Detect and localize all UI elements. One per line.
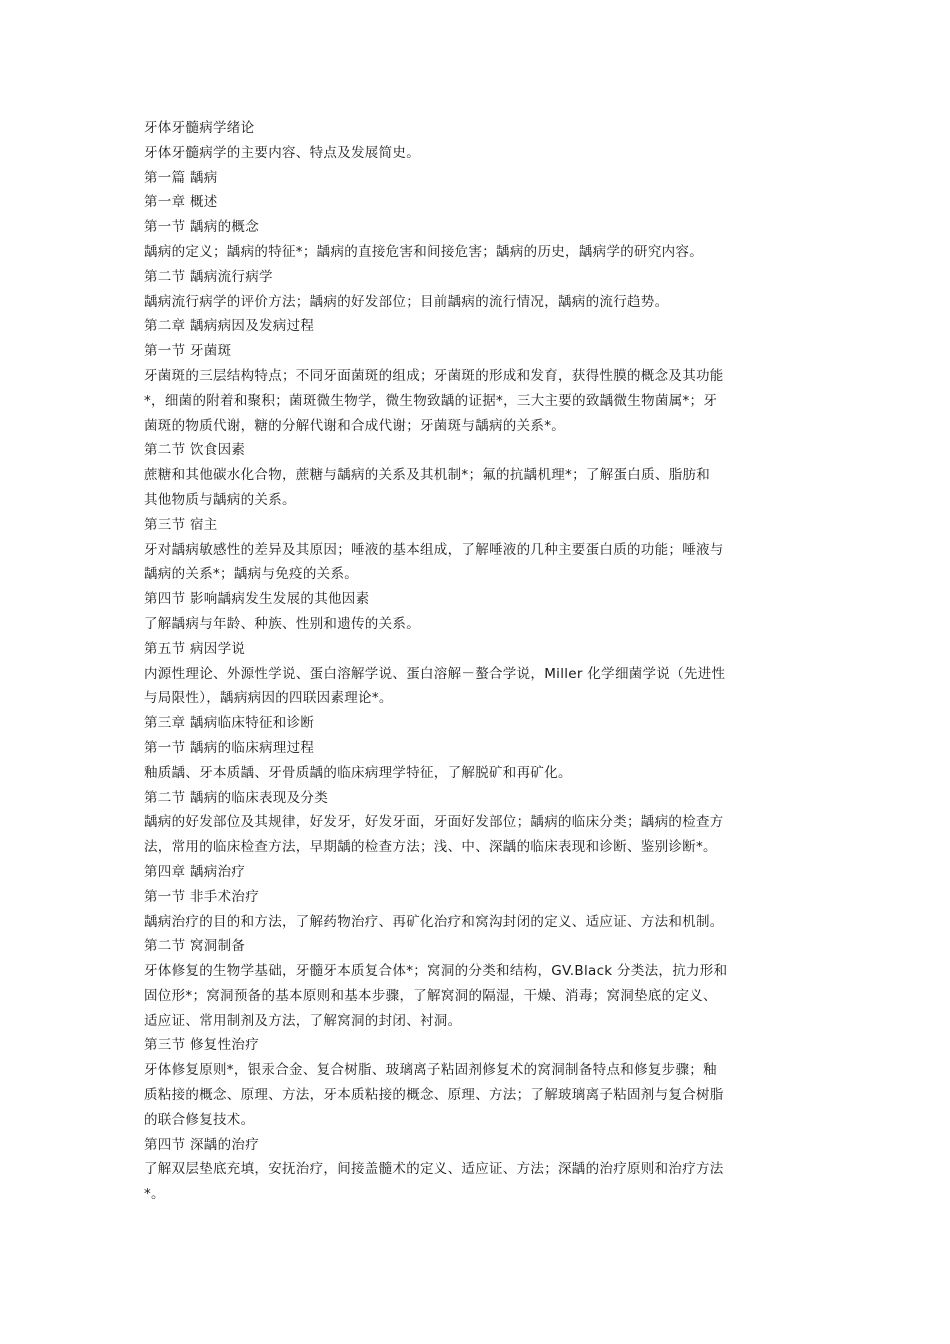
part-heading: 第一篇 龋病 (144, 169, 218, 186)
paragraph-line: 牙对龋病敏感性的差异及其原因；唾液的基本组成，了解唾液的几种主要蛋白质的功能；唾液与 (144, 541, 724, 558)
paragraph-line: 了解双层垫底充填，安抚治疗，间接盖髓术的定义、适应证、方法；深龋的治疗原则和治疗方法 (144, 1161, 724, 1178)
section-heading: 第一节 非手术治疗 (144, 888, 259, 905)
section-heading: 第四节 影响龋病发生发展的其他因素 (144, 591, 370, 608)
paragraph-line: 内源性理论、外源性学说、蛋白溶解学说、蛋白溶解－螯合学说，Miller 化学细菌学说（先进性 (144, 665, 726, 682)
section-heading: 第一节 龋病的概念 (144, 219, 259, 236)
paragraph-line: 固位形*；窝洞预备的基本原则和基本步骤，了解窝洞的隔湿，干燥、消毒；窝洞垫底的定义、 (144, 987, 717, 1004)
paragraph-line: *，细菌的附着和聚积；菌斑微生物学，微生物致龋的证据*，三大主要的致龋微生物菌属*；牙 (144, 392, 718, 409)
section-heading: 第三节 宿主 (144, 516, 218, 533)
section-heading: 第四节 深龋的治疗 (144, 1136, 259, 1153)
paragraph-line: 菌斑的物质代谢，糖的分解代谢和合成代谢；牙菌斑与龋病的关系*。 (144, 417, 566, 434)
document-title: 牙体牙髓病学绪论 (144, 120, 255, 136)
paragraph-line: 龋病的定义；龋病的特征*；龋病的直接危害和间接危害；龋病的历史，龋病学的研究内容。 (144, 243, 704, 260)
paragraph-line: 龋病治疗的目的和方法，了解药物治疗、再矿化治疗和窝沟封闭的定义、适应证、方法和机制。 (144, 913, 724, 930)
chapter-heading: 第三章 龋病临床特征和诊断 (144, 715, 315, 732)
section-heading: 第二节 龋病流行病学 (144, 268, 273, 285)
section-heading: 第五节 病因学说 (144, 640, 246, 657)
paragraph-line: 牙菌斑的三层结构特点；不同牙面菌斑的组成；牙菌斑的形成和发育，获得性膜的概念及其功能 (144, 367, 724, 384)
paragraph-line: 龋病流行病学的评价方法；龋病的好发部位；目前龋病的流行情况，龋病的流行趋势。 (144, 293, 669, 310)
intro-paragraph: 牙体牙髓病学的主要内容、特点及发展简史。 (144, 144, 420, 161)
section-heading: 第一节 牙菌斑 (144, 343, 232, 360)
paragraph-line: 釉质龋、牙本质龋、牙骨质龋的临床病理学特征，了解脱矿和再矿化。 (144, 764, 572, 781)
section-heading: 第三节 修复性治疗 (144, 1037, 259, 1054)
paragraph-line: 了解龋病与年龄、种族、性别和遗传的关系。 (144, 615, 420, 632)
paragraph-line: 牙体修复的生物学基础，牙髓牙本质复合体*；窝洞的分类和结构，GV.Black 分类法，抗力形和 (144, 963, 728, 980)
section-heading: 第二节 饮食因素 (144, 442, 246, 459)
section-heading: 第一节 龋病的临床病理过程 (144, 739, 315, 756)
document-body (144, 116, 810, 1207)
paragraph-line: 与局限性），龋病病因的四联因素理论*。 (144, 690, 393, 707)
paragraph-line: 牙体修复原则*，银汞合金、复合树脂、玻璃离子粘固剂修复术的窝洞制备特点和修复步骤；釉 (144, 1062, 717, 1079)
section-heading: 第二节 窝洞制备 (144, 938, 246, 955)
chapter-heading: 第四章 龋病治疗 (144, 863, 246, 880)
paragraph-line: 法，常用的临床检查方法，早期龋的检查方法；浅、中、深龋的临床表现和诊断、鉴别诊断*。 (144, 839, 717, 856)
paragraph-line: *。 (144, 1186, 165, 1203)
paragraph-line: 蔗糖和其他碳水化合物，蔗糖与龋病的关系及其机制*；氟的抗龋机理*；了解蛋白质、脂肪和 (144, 467, 711, 484)
chapter-heading: 第二章 龋病病因及发病过程 (144, 318, 315, 335)
paragraph-line: 其他物质与龋病的关系。 (144, 491, 296, 508)
paragraph-line: 的联合修复技术。 (144, 1111, 255, 1128)
paragraph-line: 龋病的好发部位及其规律，好发牙，好发牙面，牙面好发部位；龋病的临床分类；龋病的检查方 (144, 814, 724, 831)
paragraph-line: 龋病的关系*；龋病与免疫的关系。 (144, 566, 359, 583)
chapter-heading: 第一章 概述 (144, 194, 218, 211)
paragraph-line: 质粘接的概念、原理、方法，牙本质粘接的概念、原理、方法；了解玻璃离子粘固剂与复合树脂 (144, 1087, 724, 1104)
section-heading: 第二节 龋病的临床表现及分类 (144, 789, 328, 806)
paragraph-line: 适应证、常用制剂及方法，了解窝洞的封闭、衬洞。 (144, 1012, 462, 1029)
